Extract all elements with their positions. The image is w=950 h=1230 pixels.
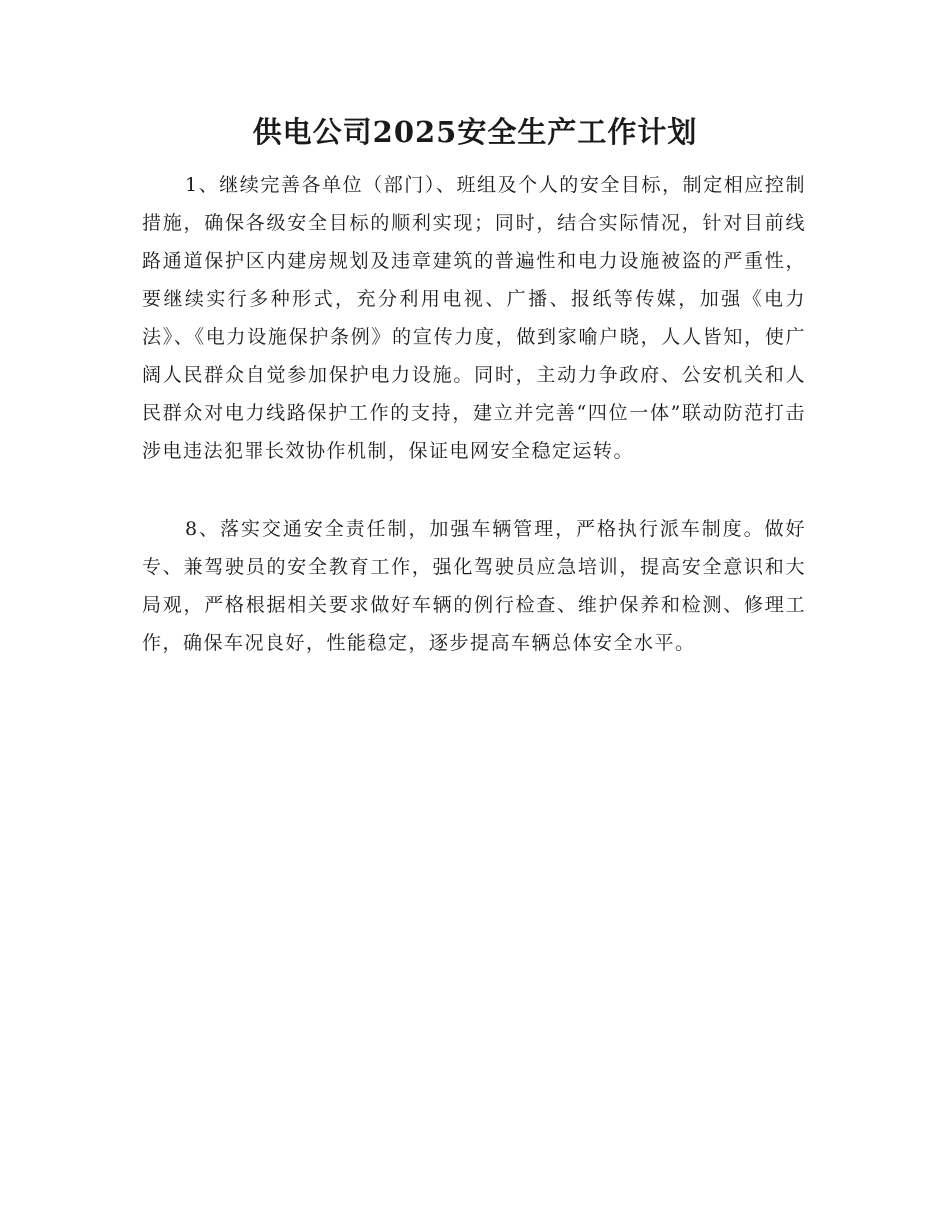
document-title: 供电公司2025安全生产工作计划 <box>252 115 698 149</box>
paragraph-safety-targets: 1、继续完善各单位（部门）、班组及个人的安全目标，制定相应控制措施，确保各级安全目标的顺利实现；同时，结合实际情况，针对目前线路通道保护区内建房规划及违章建筑的普遍性和电力设施被盗的严重性，要继续实行多种形式，充分利用电视、广播、报纸等传媒，加强《电力法》、《电力设施保护条例》的宣传力度，做到家喻户晓，人人皆知，使广阔人民群众自觉参加保护电力设施。同时，主动力争政府、公安机关和人民群众对电力线路保护工作的支持，建立并完善“四位一体”联动防范打击涉电违法犯罪长效协作机制，保证电网安全稳定运转。 <box>142 174 806 462</box>
paragraph-traffic-safety: 8、落实交通安全责任制，加强车辆管理，严格执行派车制度。做好专、兼驾驶员的安全教育工作，强化驾驶员应急培训，提高安全意识和大局观，严格根据相关要求做好车辆的例行检查、维护保养和检测、修理工作，确保车况良好，性能稳定，逐步提高车辆总体安全水平。 <box>142 518 806 654</box>
